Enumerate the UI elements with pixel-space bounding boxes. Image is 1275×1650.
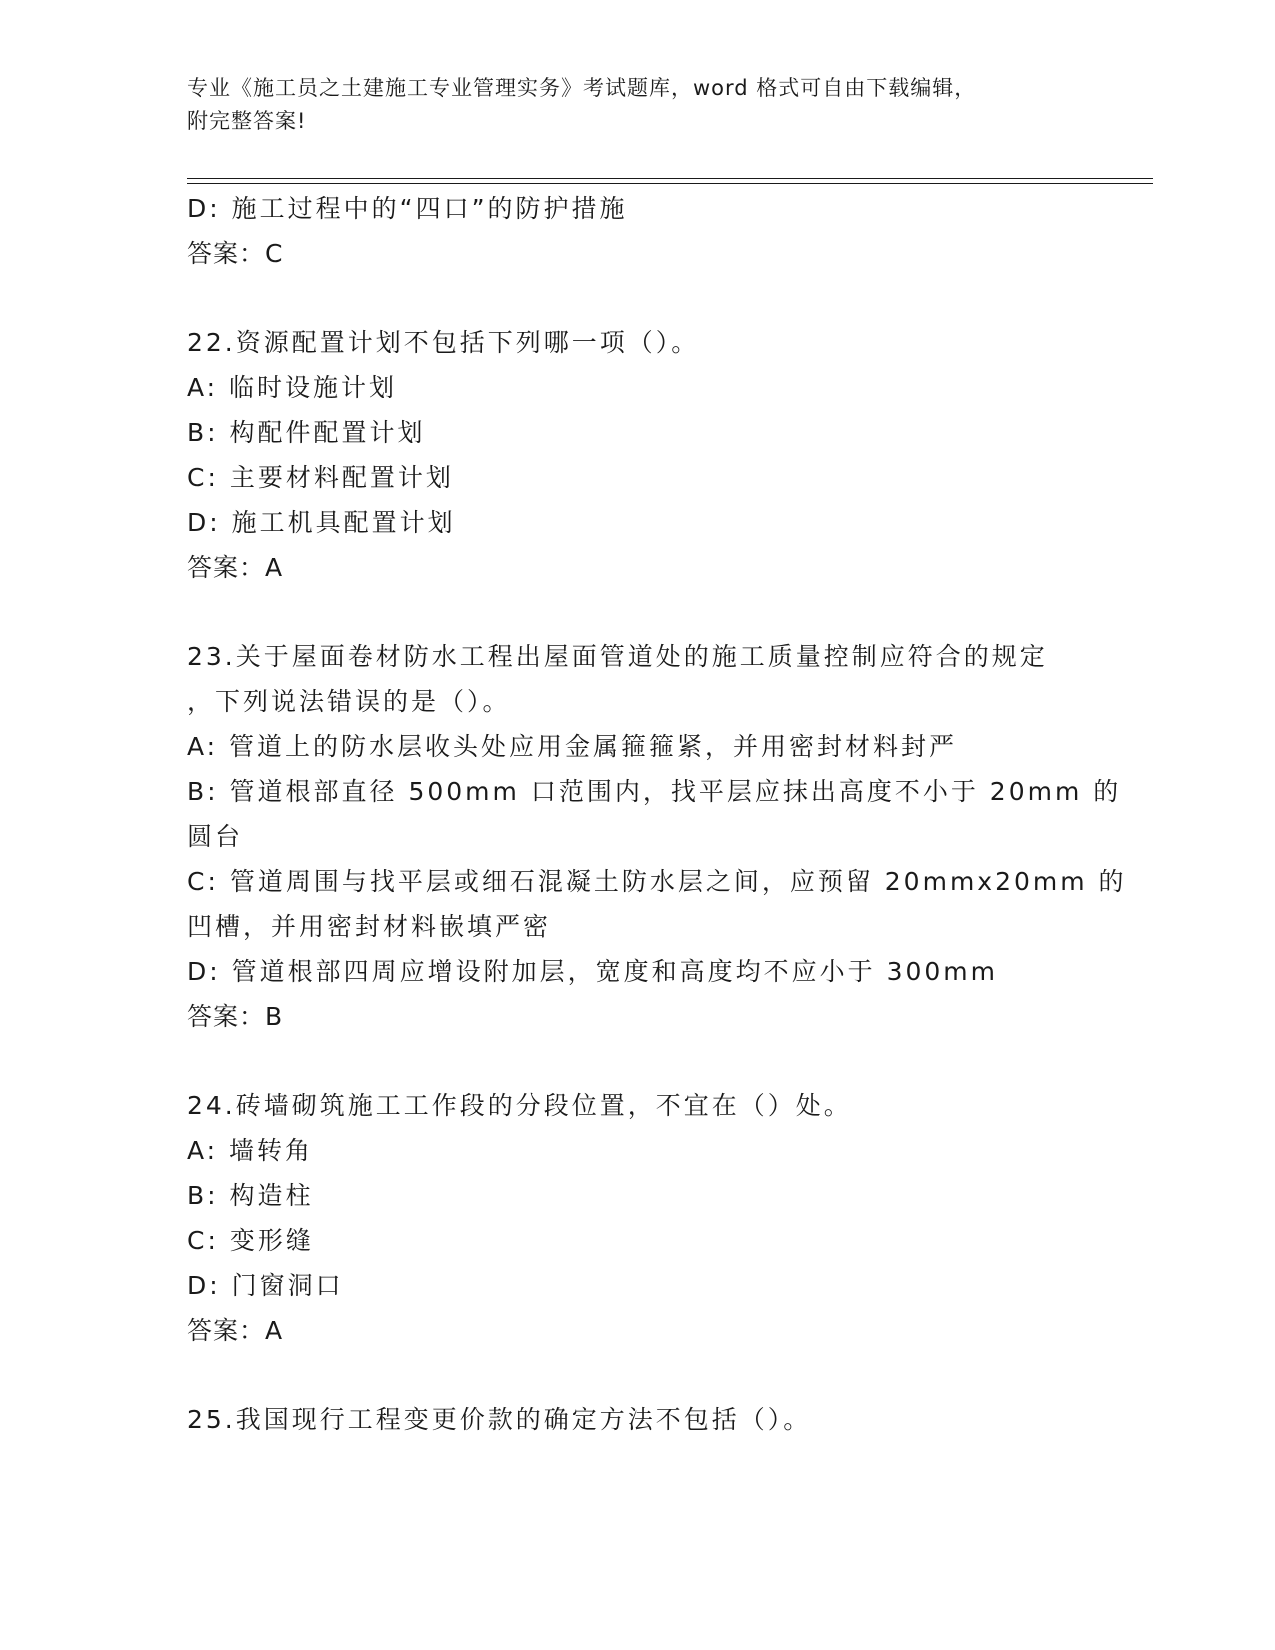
header-rule-top (187, 178, 1153, 179)
header-line-1: 专业《施工员之土建施工专业管理实务》考试题库，word 格式可自由下载编辑， (187, 76, 977, 100)
question-line: 23.关于屋面卷材防水工程出屋面管道处的施工质量控制应符合的规定 (187, 642, 1048, 671)
answer-line: 答案：A (187, 553, 284, 582)
option-line: 凹槽，并用密封材料嵌填严密 (187, 912, 552, 941)
question-line: 22.资源配置计划不包括下列哪一项（）。 (187, 328, 700, 357)
option-line: D: 门窗洞口 (187, 1271, 344, 1300)
option-line: C: 管道周围与找平层或细石混凝土防水层之间，应预留 20mmx20mm 的 (187, 867, 1127, 896)
question-line: 25.我国现行工程变更价款的确定方法不包括（）。 (187, 1405, 812, 1434)
answer-line: 答案：C (187, 239, 284, 268)
option-line: A: 管道上的防水层收头处应用金属箍箍紧，并用密封材料封严 (187, 732, 958, 761)
option-line: D: 施工机具配置计划 (187, 508, 456, 537)
question-line: ，下列说法错误的是（）。 (187, 687, 511, 716)
question-line: 24.砖墙砌筑施工工作段的分段位置，不宜在（）处。 (187, 1091, 852, 1120)
option-line: D: 管道根部四周应增设附加层，宽度和高度均不应小于 300mm (187, 957, 998, 986)
option-line: D: 施工过程中的“四口”的防护措施 (187, 194, 628, 223)
header-line-2: 附完整答案! (187, 109, 307, 133)
option-line: B: 构造柱 (187, 1181, 314, 1210)
option-line: C: 变形缝 (187, 1226, 314, 1255)
document-header (187, 72, 1087, 138)
option-line: B: 管道根部直径 500mm 口范围内，找平层应抹出高度不小于 20mm 的 (187, 777, 1122, 806)
answer-line: 答案：B (187, 1002, 284, 1031)
option-line: A: 临时设施计划 (187, 373, 398, 402)
answer-line: 答案：A (187, 1316, 284, 1345)
option-line: B: 构配件配置计划 (187, 418, 426, 447)
option-line: A: 墙转角 (187, 1136, 314, 1165)
header-rule-bottom (187, 183, 1153, 184)
option-line: 圆台 (187, 822, 244, 851)
option-line: C: 主要材料配置计划 (187, 463, 454, 492)
